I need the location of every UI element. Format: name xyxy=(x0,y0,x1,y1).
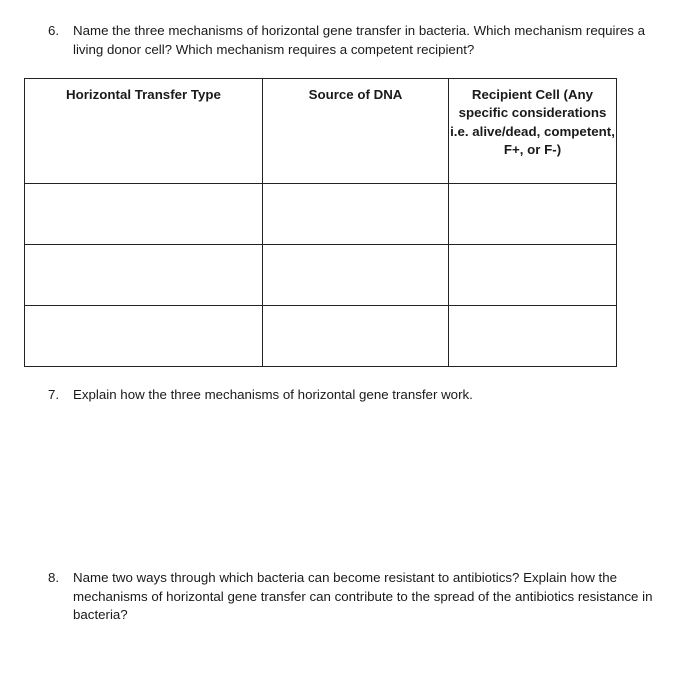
table-cell[interactable] xyxy=(25,184,263,245)
question-8 xyxy=(48,569,658,625)
header-horizontal-transfer-type: Horizontal Transfer Type xyxy=(25,79,263,184)
table-cell[interactable] xyxy=(25,306,263,367)
question-number: 8. xyxy=(48,570,60,585)
question-number: 7. xyxy=(48,387,60,402)
table-cell[interactable] xyxy=(263,245,449,306)
question-text: Name the three mechanisms of horizontal gene transfer in bacteria. Which mechanism requires a living donor cell? Which mechanism requires a competent recipient? xyxy=(73,23,646,57)
answer-table xyxy=(24,78,617,367)
question-text: Name two ways through which bacteria can become resistant to antibiotics? Explain how the mechanisms of horizontal gene transfer can contribute to the spread of the antibiotics resistance in bacteria? xyxy=(73,570,653,622)
question-number: 6. xyxy=(48,23,60,38)
table-row xyxy=(25,184,617,245)
table-cell[interactable] xyxy=(449,184,617,245)
header-recipient-cell: Recipient Cell (Any specific considerations i.e. alive/dead, competent, F+, or F-) xyxy=(449,79,617,184)
question-7 xyxy=(48,386,658,405)
header-source-of-dna: Source of DNA xyxy=(263,79,449,184)
table-row xyxy=(25,245,617,306)
question-text: Explain how the three mechanisms of horizontal gene transfer work. xyxy=(73,387,473,402)
table-cell[interactable] xyxy=(449,245,617,306)
table-cell[interactable] xyxy=(25,245,263,306)
table-cell[interactable] xyxy=(449,306,617,367)
table-header-row xyxy=(25,79,617,184)
table-cell[interactable] xyxy=(263,306,449,367)
table-row xyxy=(25,306,617,367)
question-6 xyxy=(48,22,658,59)
table-cell[interactable] xyxy=(263,184,449,245)
